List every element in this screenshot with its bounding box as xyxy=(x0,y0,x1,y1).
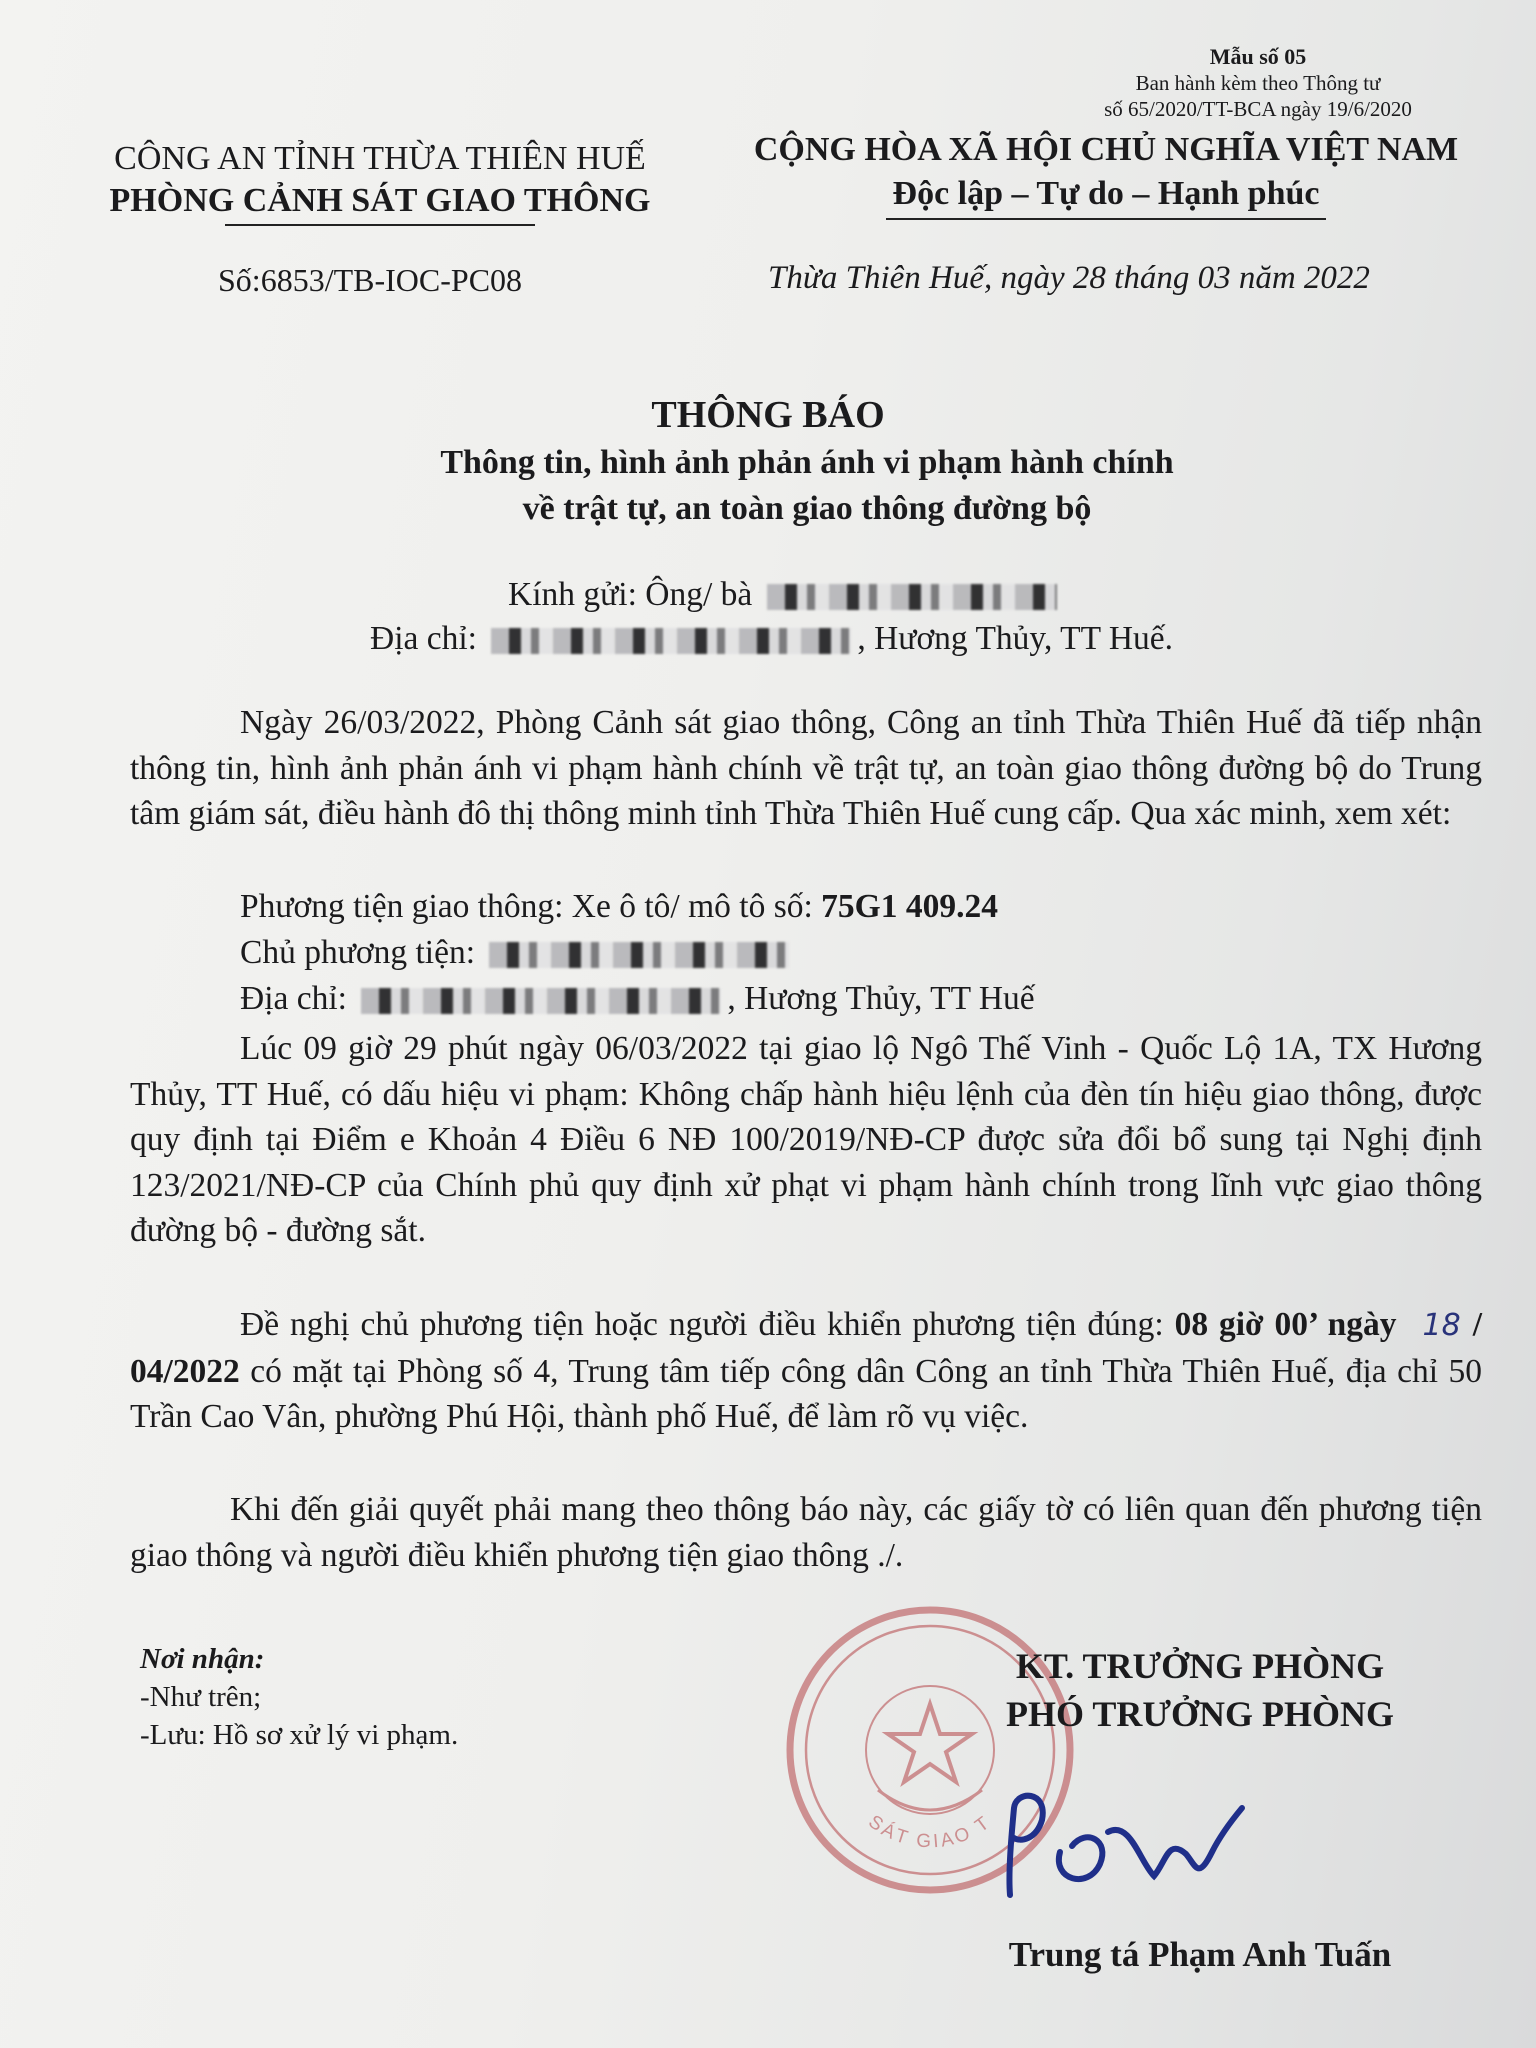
recipient-item: -Lưu: Hồ sơ xử lý vi phạm. xyxy=(140,1719,459,1751)
owner-address-label: Địa chỉ: xyxy=(240,980,347,1017)
subtitle-line-1: Thông tin, hình ảnh phản ánh vi phạm hành chính xyxy=(440,444,1174,481)
recipients-heading: Nơi nhận: xyxy=(140,1643,265,1675)
recipient-item: -Như trên; xyxy=(140,1681,262,1713)
address-tail: , Hương Thủy, TT Huế. xyxy=(857,620,1174,657)
summons-intro: Đề nghị chủ phương tiện hoặc người điều khiển phương tiện đúng: xyxy=(240,1306,1164,1343)
handwritten-day: 18 xyxy=(1422,1308,1461,1343)
addressee-address xyxy=(370,620,1173,658)
owner-line xyxy=(240,934,795,972)
seal-text: SÁT GIAO T xyxy=(864,1811,996,1853)
signer-block xyxy=(880,1642,1520,1738)
form-issued-line: Ban hành kèm theo Thông tư xyxy=(1135,71,1381,95)
motto-underline xyxy=(886,218,1326,220)
document-title: THÔNG BÁO xyxy=(651,394,885,436)
signer-on-behalf: KT. TRƯỞNG PHÒNG xyxy=(1015,1646,1385,1686)
summons-time: 08 giờ 00’ ngày xyxy=(1174,1306,1397,1343)
document-number: Số:6853/TB-IOC-PC08 xyxy=(218,262,523,298)
summons-month-year: / 04/2022 xyxy=(130,1306,1482,1390)
agency-name: CÔNG AN TỈNH THỪA THIÊN HUẾ xyxy=(114,140,646,177)
owner-address-tail: , Hương Thủy, TT Huế xyxy=(727,980,1035,1017)
form-number-block xyxy=(1088,44,1428,122)
redacted-owner-address xyxy=(361,988,721,1014)
owner-address-line xyxy=(240,980,1035,1018)
paragraph-violation: Lúc 09 giờ 29 phút ngày 06/03/2022 tại giao lộ Ngô Thế Vinh - Quốc Lộ 1A, TX Hương Thủy, TT Huế, có dấu hiệu vi phạm: Không chấp hành hiệu lệnh của đèn tín hiệu giao thông, được quy định tại Điểm e Khoản 4 Điều 6 NĐ 100/2019/NĐ-CP được sửa đổi bổ sung tại Nghị định 123/2021/NĐ-CP của Chính phủ quy định xử phạt vi phạm hành chính trong lĩnh vực giao thông đường bộ - đường sắt. xyxy=(130,1030,1482,1249)
signer-name: Trung tá Phạm Anh Tuấn xyxy=(1008,1935,1392,1974)
issuing-agency-header xyxy=(80,138,680,226)
redacted-owner xyxy=(489,942,789,968)
paragraph-documents: Khi đến giải quyết phải mang theo thông báo này, các giấy tờ có liên quan đến phương tiện giao thông và người điều khiển phương tiện giao thông ./. xyxy=(130,1491,1482,1574)
redacted-address xyxy=(491,628,851,654)
country-name: CỘNG HÒA XÃ HỘI CHỦ NGHĨA VIỆT NAM xyxy=(753,131,1459,168)
national-motto: Độc lập – Tự do – Hạnh phúc xyxy=(892,175,1320,212)
agency-underline xyxy=(225,224,535,226)
svg-text:SÁT GIAO T xyxy=(864,1811,995,1852)
paragraph-summons xyxy=(130,1302,1482,1440)
vehicle-line xyxy=(240,888,998,926)
handwritten-signature xyxy=(990,1780,1260,1910)
vehicle-label: Phương tiện giao thông: Xe ô tô/ mô tô số: xyxy=(240,888,813,925)
form-number: Mẫu số 05 xyxy=(1209,44,1307,69)
addressee-greeting xyxy=(508,576,1063,614)
owner-label: Chủ phương tiện: xyxy=(240,934,476,971)
signer-position: PHÓ TRƯỞNG PHÒNG xyxy=(1005,1694,1394,1734)
paragraph-receipt: Ngày 26/03/2022, Phòng Cảnh sát giao thông, Công an tỉnh Thừa Thiên Huế đã tiếp nhận thông tin, hình ảnh phản ánh vi phạm hành chính về trật tự, an toàn giao thông đường bộ do Trung tâm giám sát, điều hành đô thị thông minh tỉnh Thừa Thiên Huế cung cấp. Qua xác minh, xem xét: xyxy=(130,704,1482,832)
national-header xyxy=(716,128,1496,220)
greeting-text: Kính gửi: Ông/ bà xyxy=(508,576,753,613)
subtitle-line-2: về trật tự, an toàn giao thông đường bộ xyxy=(522,490,1092,527)
address-label: Địa chỉ: xyxy=(370,620,477,657)
form-circular-line: số 65/2020/TT-BCA ngày 19/6/2020 xyxy=(1104,97,1412,121)
department-name: PHÒNG CẢNH SÁT GIAO THÔNG xyxy=(109,182,651,219)
recipients-block xyxy=(140,1640,458,1754)
document-subtitle xyxy=(0,440,1536,532)
redacted-name xyxy=(767,584,1057,610)
vehicle-plate: 75G1 409.24 xyxy=(821,888,998,925)
summons-location: có mặt tại Phòng số 4, Trung tâm tiếp công dân Công an tỉnh Thừa Thiên Huế, địa chỉ 50 Trần Cao Vân, phường Phú Hội, thành phố Huế, để làm rõ vụ việc. xyxy=(130,1352,1482,1435)
place-date: Thừa Thiên Huế, ngày 28 tháng 03 năm 2022 xyxy=(768,260,1370,296)
